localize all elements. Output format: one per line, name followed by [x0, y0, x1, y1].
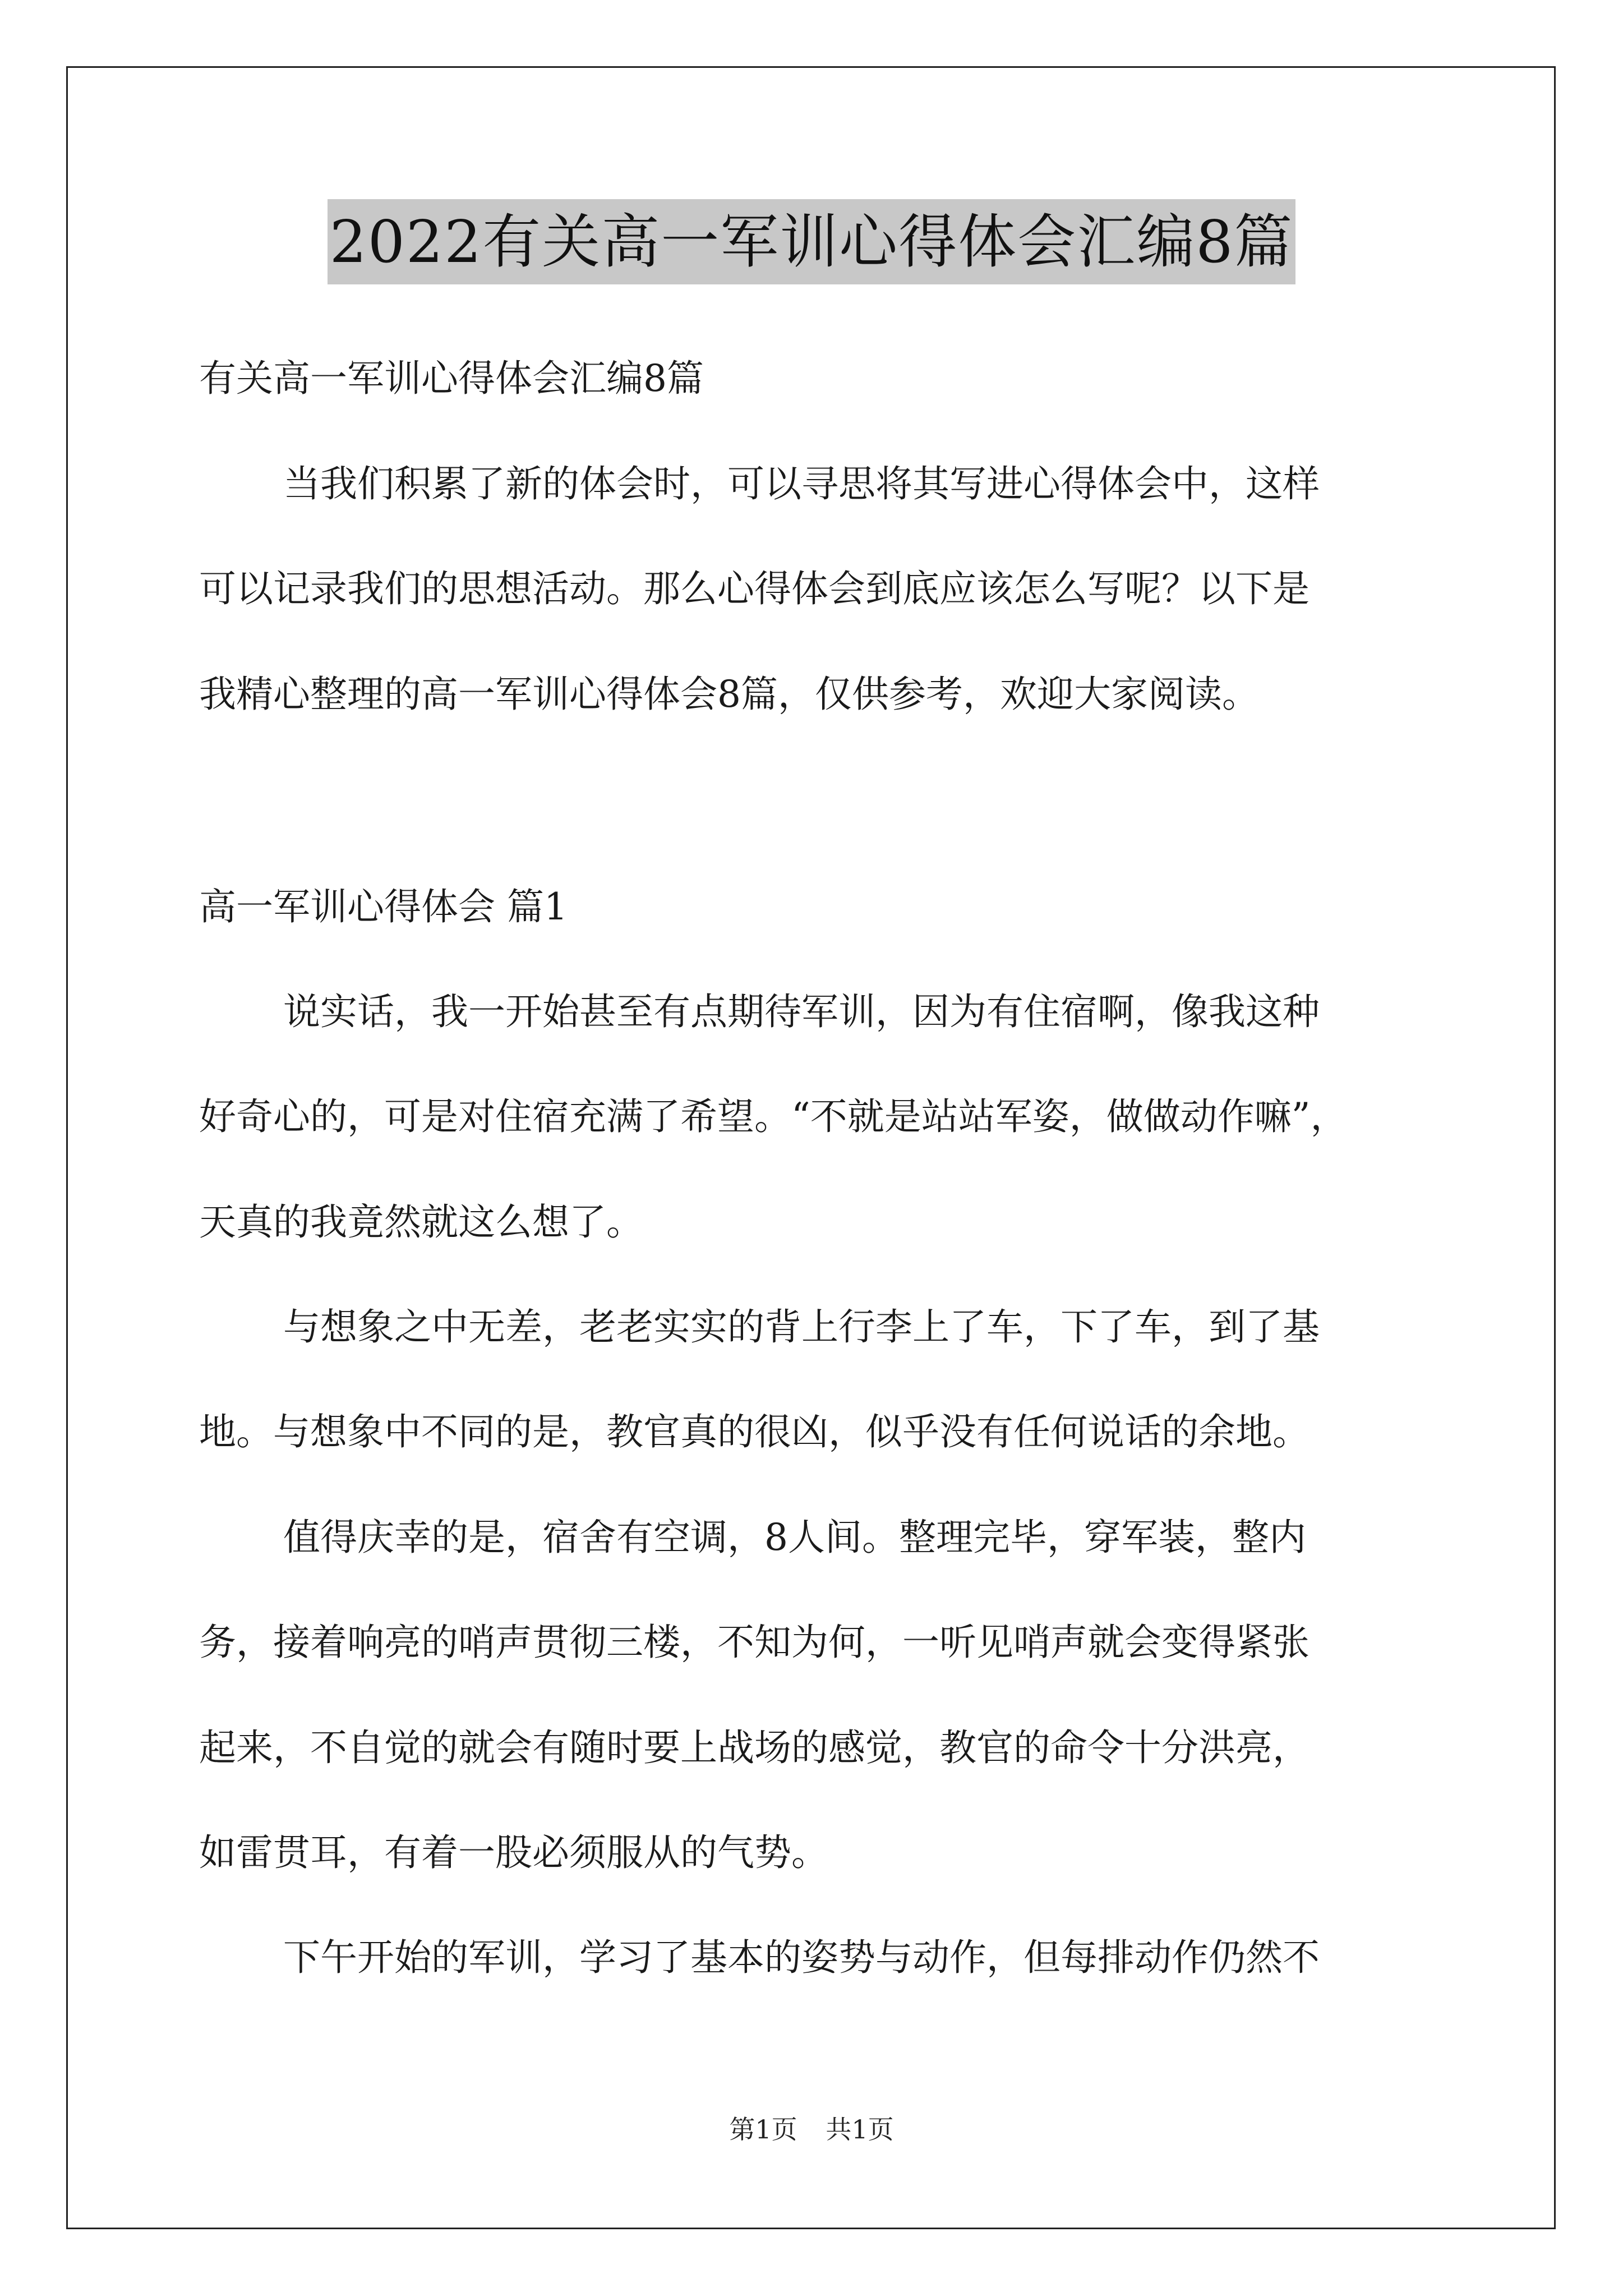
paragraph-line: 天真的我竟然就这么想了。	[199, 1200, 643, 1244]
page-number: 第1页	[729, 2114, 797, 2145]
paragraph-line: 如雷贯耳，有着一股必须服从的气势。	[199, 1831, 828, 1874]
paragraph-line: 务，接着响亮的哨声贯彻三楼，不知为何，一听见哨声就会变得紧张	[199, 1621, 1310, 1664]
document-title: 2022有关高一军训心得体会汇编8篇	[328, 199, 1296, 284]
section-heading: 高一军训心得体会 篇1	[199, 885, 568, 928]
paragraph-line: 与想象之中无差，老老实实的背上行李上了车，下了车，到了基	[283, 1305, 1320, 1349]
intro-line: 我精心整理的高一军训心得体会8篇，仅供参考，欢迎大家阅读。	[199, 673, 1259, 716]
intro-line: 当我们积累了新的体会时，可以寻思将其写进心得体会中，这样	[283, 462, 1320, 505]
title-container	[0, 199, 1623, 284]
page-footer	[0, 2109, 1623, 2146]
paragraph-line: 好奇心的，可是对住宿充满了希望。“不就是站站军姿，做做动作嘛”，	[199, 1095, 1348, 1138]
paragraph-line: 说实话，我一开始甚至有点期待军训，因为有住宿啊，像我这种	[283, 990, 1320, 1033]
paragraph-line: 下午开始的军训，学习了基本的姿势与动作，但每排动作仍然不	[283, 1936, 1320, 1979]
paragraph-line: 起来，不自觉的就会有随时要上战场的感觉，教官的命令十分洪亮，	[199, 1726, 1310, 1769]
paragraph-line: 地。与想象中不同的是，教官真的很凶，似乎没有任何说话的余地。	[199, 1410, 1310, 1453]
document-subtitle: 有关高一军训心得体会汇编8篇	[199, 357, 704, 400]
paragraph-line: 值得庆幸的是，宿舍有空调，8人间。整理完毕，穿军装，整内	[283, 1516, 1306, 1559]
page-total: 共1页	[826, 2114, 894, 2145]
intro-line: 可以记录我们的思想活动。那么心得体会到底应该怎么写呢？以下是	[199, 567, 1310, 610]
